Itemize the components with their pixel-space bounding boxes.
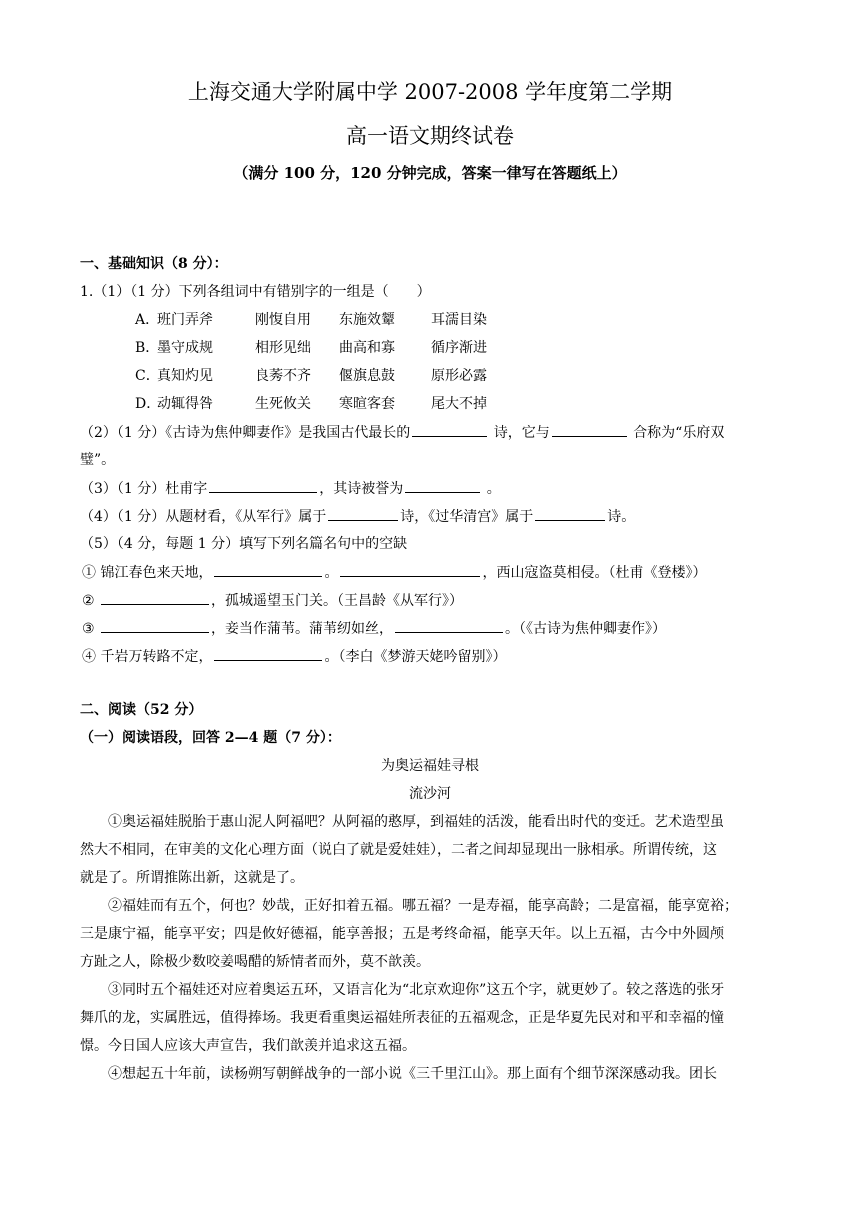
option-word: 偃旗息鼓 (339, 368, 395, 384)
question-text: （3）（1 分）杜甫字 (80, 481, 208, 497)
exam-title-line2: 高一语文期终试卷 (346, 124, 514, 148)
fill-text: ，孤城遥望玉门关。（王昌龄《从军行》） (211, 593, 464, 609)
question-1-5: （5）（4 分，每题 1 分）填写下列名篇名句中的空缺 (80, 536, 408, 552)
question-text: 诗，它与 (493, 425, 550, 441)
option-word: 尾大不掉 (431, 396, 487, 412)
paragraph-2-line3: 方趾之人，除极少数咬姜喝醋的矫情者而外，莫不歆羡。 (80, 954, 430, 970)
exam-title-line1: 上海交通大学附属中学 2007-2008 学年度第二学期 (187, 80, 673, 104)
article-title: 为奥运福娃寻根 (381, 758, 479, 774)
fill-text: 。（李白《梦游天姥吟留别》） (324, 649, 507, 665)
option-word: 墨守成规 (157, 340, 213, 356)
answer-blank (328, 502, 398, 521)
article-author: 流沙河 (409, 786, 451, 802)
option-word: 生死攸关 (255, 396, 311, 412)
question-text: 。 (486, 481, 501, 497)
question-1-1: 1.（1）（1 分）下列各组词中有错别字的一组是（ ） (80, 284, 431, 300)
option-b (80, 334, 780, 362)
fill-text: ① 锦江春色来天地， (82, 565, 213, 581)
fill-text: ，西山寇盗莫相侵。（杜甫《登楼》） (482, 565, 707, 581)
answer-blank (412, 418, 487, 437)
paragraph-2-line1: ②福娃而有五个，何也？妙哉，正好扣着五福。哪五福？一是寿福，能享高龄；二是富福，能享宽裕； (108, 898, 738, 914)
option-label: C． (135, 368, 160, 384)
section-spacer (80, 670, 780, 696)
option-label: A． (135, 312, 160, 328)
answer-blank (101, 614, 209, 633)
question-text: （2）（1 分）《古诗为焦仲卿妻作》是我国古代最长的 (80, 425, 411, 441)
question-text: 合称为“乐府双 (633, 425, 725, 441)
answer-blank (395, 614, 503, 633)
fill-item-2 (80, 586, 780, 614)
exam-subtitle: （满分 100 分，120 分钟完成，答案一律写在答题纸上） (233, 164, 627, 182)
option-label: D． (135, 396, 161, 412)
answer-blank (552, 418, 627, 437)
option-word: 刚愎自用 (255, 312, 311, 328)
option-label: B． (135, 340, 160, 356)
paragraph-2-line2: 三是康宁福，能享平安；四是攸好德福，能享善报；五是考终命福，能享天年。以上五福，古今中外圆颅 (80, 926, 724, 942)
answer-blank (101, 586, 209, 605)
paragraph-1-line2: 然大不相同，在审美的文化心理方面（说白了就是爱娃娃），二者之间却显现出一脉相承。所谓传统，这 (80, 842, 717, 858)
option-word: 良莠不齐 (255, 368, 311, 384)
paragraph-3-line3: 憬。今日国人应该大声宣告，我们歆羡并追求这五福。 (80, 1038, 416, 1054)
option-a (80, 306, 780, 334)
option-word: 相形见绌 (255, 340, 311, 356)
paragraph-1-line3: 就是了。所谓推陈出新，这就是了。 (80, 870, 304, 886)
fill-text: 。 (324, 565, 339, 581)
answer-blank (214, 642, 322, 661)
paragraph-3-line2: 舞爪的龙，实属胜远，值得捧场。我更看重奥运福娃所表征的五福观念，正是华夏先民对和平和幸福的憧 (80, 1010, 724, 1026)
fill-text: 。（《古诗为焦仲卿妻作》） (505, 621, 667, 637)
fill-text: ② (82, 593, 95, 609)
paragraph-3-line1: ③同时五个福娃还对应着奥运五环，又语言化为“北京欢迎你”这五个字，就更妙了。较之落选的张牙 (108, 982, 725, 998)
fill-text: ③ (82, 621, 95, 637)
option-word: 原形必露 (431, 368, 487, 384)
option-c (80, 362, 780, 390)
option-word: 动辄得咎 (157, 396, 213, 412)
paragraph-1-line1: ①奥运福娃脱胎于惠山泥人阿福吧？从阿福的憨厚，到福娃的活泼，能看出时代的变迁。艺术造型虽 (108, 814, 724, 830)
question-1-4 (80, 502, 780, 530)
exam-content (80, 250, 780, 1088)
fill-text: ，妾当作蒲苇。蒲苇纫如丝， (211, 621, 394, 637)
option-word: 班门弄斧 (157, 312, 213, 328)
question-text: 诗，《过华清宫》属于 (400, 509, 534, 525)
section2-sub-heading: （一）阅读语段，回答 2—4 题（7 分）： (80, 730, 341, 746)
answer-blank (535, 502, 605, 521)
section1-heading: 一、基础知识（8 分）： (80, 256, 228, 272)
question-text: ，其诗被誉为 (319, 481, 404, 497)
answer-blank (340, 558, 480, 577)
question-text: 诗。 (607, 509, 636, 525)
option-word: 真知灼见 (157, 368, 213, 384)
option-word: 耳濡目染 (431, 312, 487, 328)
option-word: 曲高和寡 (339, 340, 395, 356)
question-1-2-cont: 璧”。 (80, 452, 116, 468)
option-word: 寒暄客套 (339, 396, 395, 412)
fill-item-4 (80, 642, 780, 670)
answer-blank (209, 474, 317, 493)
question-1-3 (80, 474, 780, 502)
question-text: （4）（1 分）从题材看，《从军行》属于 (80, 509, 327, 525)
option-d (80, 390, 780, 418)
section2-heading: 二、阅读（52 分） (80, 702, 203, 718)
fill-text: ④ 千岩万转路不定， (82, 649, 213, 665)
fill-item-3 (80, 614, 780, 642)
paragraph-4-line1: ④想起五十年前，读杨朔写朝鲜战争的一部小说《三千里江山》。那上面有个细节深深感动我。团长 (108, 1066, 717, 1082)
option-word: 循序渐进 (431, 340, 487, 356)
answer-blank (214, 558, 322, 577)
answer-blank (405, 474, 480, 493)
fill-item-1 (80, 558, 780, 586)
question-1-2 (80, 418, 780, 446)
option-word: 东施效颦 (339, 312, 395, 328)
